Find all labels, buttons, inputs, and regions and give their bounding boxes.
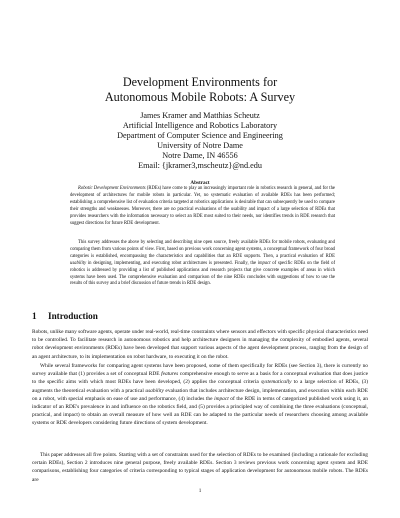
body-p2-text-2: comprehensive enough to serve as a basis for a conceptual evaluation that does justice to the specific aims with which most RDEs have been developed, (2) applies the conceptual criteria	[32, 371, 368, 386]
paper-title-line-1: Development Environments for	[122, 75, 278, 89]
abstract-p2-emphasis-usability: usability	[70, 260, 87, 266]
abstract-p1-emphasis: Robotic Development Environments	[78, 186, 146, 191]
body-p2-emphasis-systematically: systematically	[260, 379, 292, 386]
paper-title-line-2: Autonomous Mobile Robots: A Survey	[104, 90, 296, 104]
abstract-p2-emphasis-impact: impact	[257, 260, 271, 266]
abstract-p2-text-2: in designing, implementing, and executing robot architectures is presented. Finally, the	[86, 260, 258, 266]
section-heading-introduction	[32, 310, 98, 322]
body-p2-text-1: While several frameworks for comparing agent systems have been proposed, some of them specifically for RDEs (see Section 3), there is currently no survey available that (1) provides a set of conceptual RDE	[32, 363, 368, 378]
author-email: Email: {jkramer3,mscheutz}@nd.edu	[138, 161, 262, 170]
body-paragraph-3: This paper addresses all five points. Starting with a set of constraints used for the selection of RDEs to be examined (including a rationale for excluding certain RDEs), Section 2 introduces nine general purpose, freely available RDEs. Section 3 reviews previous work concerning agent system and RDE comparisons, establishing four categories of criteria corresponding to typical stages of application development for autonomous mobile robots. The RDEs are	[32, 452, 368, 483]
abstract-p2-text-1: This survey addresses the above by selecting and describing nine open source, freely available RDEs for mobile robots, evaluating and comparing them from various points of view. First, based on previous work concerning agent systems, a conceptual framework of four broad categories is established, encompassing the characteristics and capabilities that an RDE supports. Then, a practical evaluation of RDE	[70, 240, 335, 259]
abstract-paragraph-2	[70, 240, 335, 288]
body-p2-emphasis-usability: usability	[145, 387, 164, 394]
abstract-paragraph-1	[70, 186, 335, 227]
body-p2-text-4: evaluation that includes architecture design, implementation, and execution within each RDE on a robot, with special emphasis on ease of use and performance, (4) includes the	[32, 387, 368, 402]
body-p2-text-5: of the RDE in terms of categorized published work using it, an indicator of an RDE's prevalence in and influence on the robotics field, and (5) provides a principled way of combining the three evaluations (conceptual, practical, and impact) to obtain an overall measure of how well an RDE can be adapted to the particular needs of researchers choosing among available systems or RDE developers considering future directions of system development.	[32, 395, 368, 427]
abstract-p1-text: (RDEs) have come to play an increasingly important role in robotics research in general, and for the development of architectures for mobile robots in particular. Yet, no systematic evaluation of available RDEs has been performed; establishing a comprehensive list of evaluation criteria targeted at robotics applications is desirable that can subsequently be used to compare their strengths and weaknesses. Moreover, there are no practical evaluations of the usability and impact of a large selection of RDEs that provides researchers with the information necessary to select an RDE most suited to their needs, nor identifies trends in RDE research that suggest directions for future RDE development.	[70, 186, 335, 226]
abstract-p2-text-3: of specific RDEs on the field of robotics is addressed by providing a list of published applications and research projects that give concrete examples of areas in which systems have been used. The comprehensive evaluation and comparison of the nine RDEs concludes with suggestions of how to use the results of this survey and a brief discussion of future trends in RDE design.	[70, 260, 336, 287]
affiliation-address: Notre Dame, IN 46556	[162, 151, 238, 160]
affiliation-dept: Department of Computer Science and Engineering	[117, 131, 283, 140]
section-number: 1	[32, 311, 37, 321]
body-paragraph-1: Robots, unlike many software agents, operate under real-world, real-time constraints where sensors and effectors with specific physical characteristics need to be controlled. To facilitate research in autonomous robotics and help architecture designers in managing the complexity of embodied agents, several robot development environments (RDEs) have been developed that support various aspects of the agent development process, ranging from the design of an agent architecture, to its implementation on robot hardware, to executing it on the robot.	[32, 329, 368, 360]
body-paragraph-2	[32, 362, 368, 428]
body-p2-text-3: to a large selection of RDEs, (3) augments the theoretical evaluation with a practical	[32, 379, 368, 394]
authors: James Kramer and Matthias Scheutz	[140, 111, 260, 120]
body-p2-emphasis-impact: impact	[214, 395, 229, 402]
abstract-heading: Abstract	[190, 180, 210, 186]
affiliation-university: University of Notre Dame	[157, 141, 243, 150]
section-title: Introduction	[48, 311, 98, 321]
affiliation-lab: Artificial Intelligence and Robotics Laboratory	[122, 121, 278, 130]
body-p2-emphasis-features: features	[161, 371, 179, 378]
page-number: 1	[198, 488, 202, 494]
